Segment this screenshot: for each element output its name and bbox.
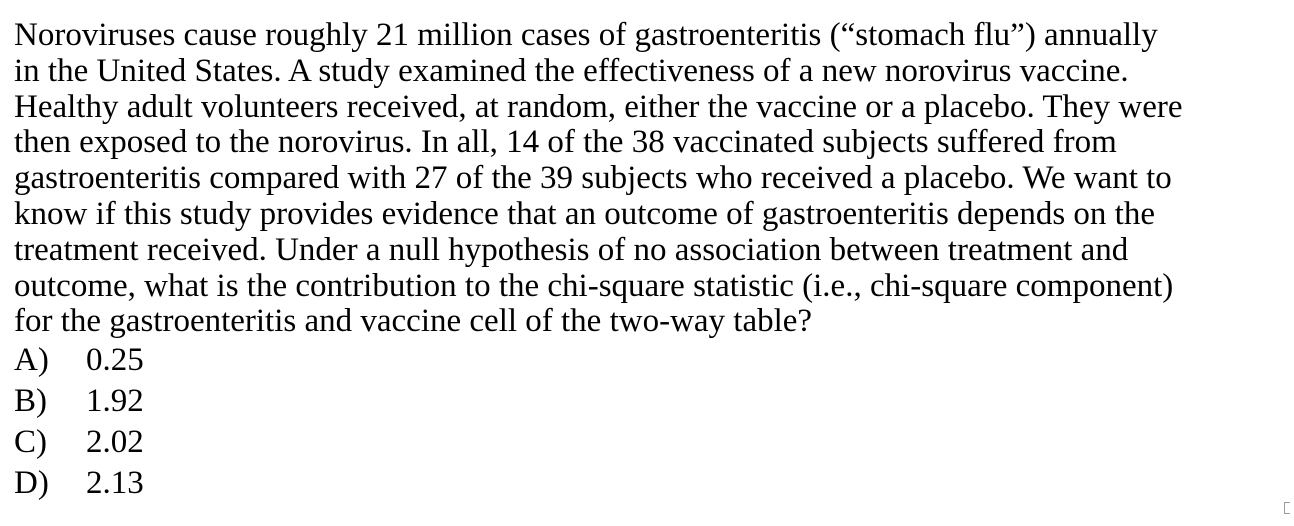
- option-value: 1.92: [86, 383, 144, 419]
- option-letter: C): [14, 424, 47, 460]
- question-text: [14, 18, 1286, 340]
- option-letter: A): [14, 342, 49, 378]
- question-line: Healthy adult volunteers received, at random, either the vaccine or a placebo. They were: [14, 88, 1183, 125]
- bracket-icon: [1284, 502, 1290, 514]
- question-line: treatment received. Under a null hypothesis of no association between treatment and: [14, 231, 1129, 268]
- question-line: then exposed to the norovirus. In all, 14 of the 38 vaccinated subjects suffered from: [14, 124, 1117, 161]
- question-line: know if this study provides evidence that an outcome of gastroenteritis depends on the: [14, 195, 1155, 232]
- question-line: for the gastroenteritis and vaccine cell of the two-way table?: [14, 303, 813, 340]
- option-c[interactable]: [14, 422, 144, 463]
- option-letter: B): [14, 383, 47, 419]
- option-b[interactable]: [14, 381, 144, 422]
- option-value: 0.25: [86, 342, 144, 378]
- option-d[interactable]: [14, 463, 144, 504]
- option-a[interactable]: [14, 340, 144, 381]
- question-line: gastroenteritis compared with 27 of the 39 subjects who received a placebo. We want to: [14, 160, 1172, 197]
- option-letter: D): [14, 465, 49, 501]
- question-line: outcome, what is the contribution to the chi-square statistic (i.e., chi-square component): [14, 267, 1174, 304]
- question-line: in the United States. A study examined the effectiveness of a new norovirus vaccine.: [14, 52, 1129, 89]
- question-line: Noroviruses cause roughly 21 million cases of gastroenteritis (“stomach flu”) annually: [14, 17, 1158, 53]
- answer-options: [14, 340, 144, 504]
- option-value: 2.02: [86, 424, 144, 460]
- option-value: 2.13: [86, 465, 144, 501]
